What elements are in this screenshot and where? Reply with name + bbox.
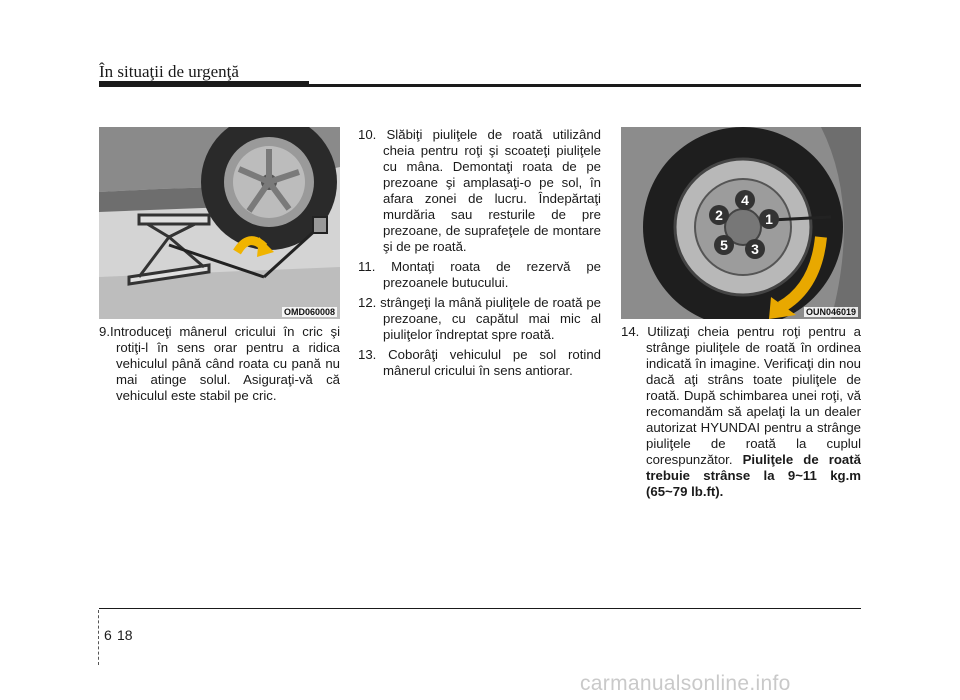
footer-divider (98, 610, 99, 665)
page-number: 18 (117, 627, 133, 643)
step-12: 12. strângeţi la mână piuliţele de roată pe prezoane, cu capătul mai mic al piuliţelor îndreptat spre roată. (358, 295, 601, 342)
nut-number: 2 (715, 207, 723, 223)
step-11: 11. Montaţi roata de rezervă pe prezoanele butucului. (358, 259, 601, 290)
column-left (99, 324, 340, 408)
step-10: 10. Slăbiţi piuliţele de roată utilizând cheia pentru roţi şi scoateţi piuliţele cu mâna. Demontaţi roata de pe prezoane şi amplasaţi-o pe sol, în afara zonei de lucru. Îndepărtaţi murdăria sau resturile de pre prezoane, de suprafeţele de montare şi de pe roată. (358, 127, 601, 254)
step-9: 9.Introduceţi mânerul cricului în cric şi rotiţi-l în sens orar pentru a ridica vehiculul până când roata cu pană nu mai atinge solul. Asiguraţi-vă că vehiculul este stabil pe cric. (99, 324, 340, 403)
column-middle (358, 127, 601, 383)
page-section-number: 6 (104, 627, 112, 643)
wheel-nut-order-illustration (621, 127, 861, 319)
watermark-text: carmanualsonline.info (580, 672, 791, 695)
figure-code-left: OMD060008 (283, 307, 335, 317)
step-14-torque-warning: Piuliţele de roată trebuie strânse la 9~11 kg.m (65~79 lb.ft). (646, 452, 861, 499)
step-13: 13. Coborâţi vehiculul pe sol rotind mânerul cricului în sens antiorar. (358, 347, 601, 378)
step-14 (621, 324, 861, 500)
wheel-illustration-svg (621, 127, 861, 319)
jack-illustration (99, 127, 340, 319)
header-rule (99, 84, 861, 87)
page-header-title: În situaţii de urgenţă (99, 62, 239, 81)
nut-number: 4 (741, 192, 749, 208)
column-right (621, 324, 861, 504)
footer-rule (99, 608, 861, 609)
nut-number: 5 (720, 237, 728, 253)
step-14-text: 14. Utilizaţi cheia pentru roţi pentru a strânge piuliţele de roată în ordinea indicată în imagine. Verificaţi din nou dacă aţi strâns toate piuliţele de roată. După schimbarea unei roţi, vă recomandăm să apelaţi la un dealer autorizat HYUNDAI pentru a strânge piuliţele de roată la cuplul corespunzător. (621, 324, 861, 467)
nut-number: 3 (751, 241, 759, 257)
jack-illustration-svg (99, 127, 340, 319)
nut-number: 1 (765, 211, 773, 227)
figure-code-right: OUN046019 (805, 307, 856, 317)
